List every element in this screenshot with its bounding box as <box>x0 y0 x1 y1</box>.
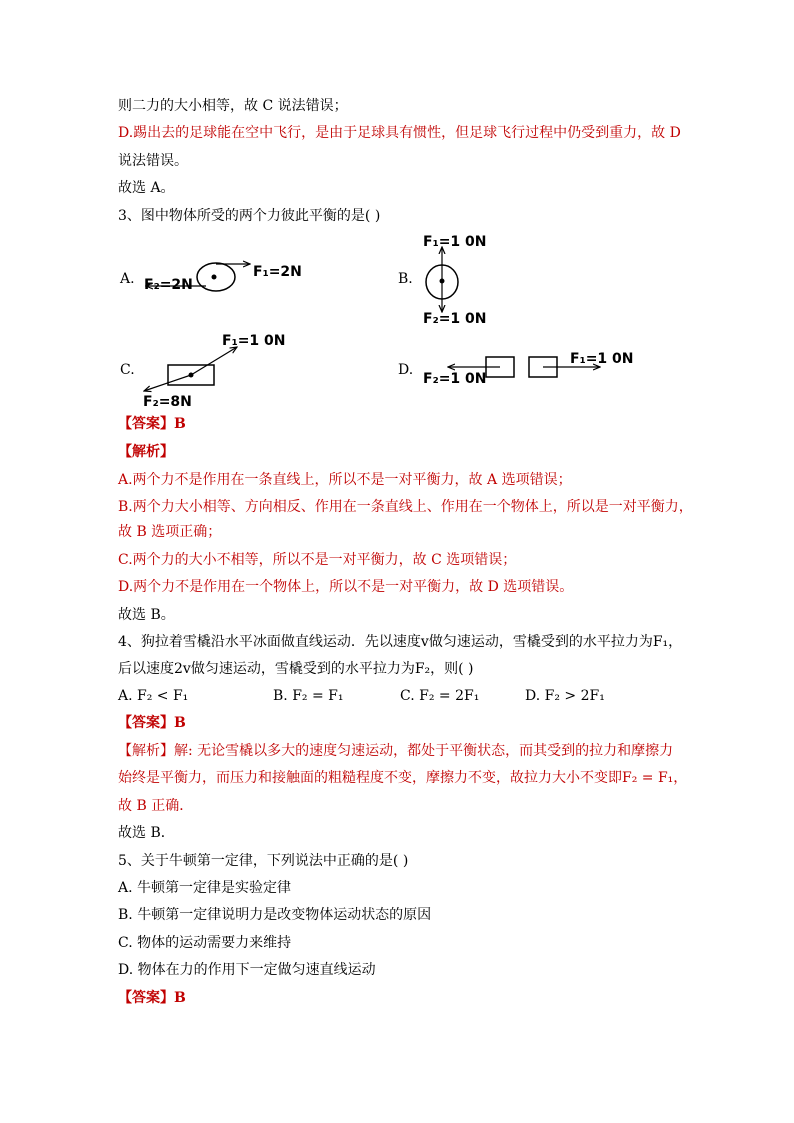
figure-b <box>420 230 530 330</box>
q5-option-b: B. 牛顿第一定律说明力是改变物体运动状态的原因 <box>118 907 432 923</box>
force-label-f2: F₂=1 0N <box>423 311 487 327</box>
selection-line: 故选 B。 <box>118 607 175 623</box>
analysis-line: C.两个力的大小不相等，所以不是一对平衡力，故 C 选项错误； <box>118 552 517 568</box>
force-label-f2: F₂=2N <box>144 277 193 293</box>
text-line: 说法错误。 <box>118 153 188 169</box>
q4-option-b: B. F₂ = F₁ <box>273 688 344 704</box>
center-dot <box>212 275 217 280</box>
figure-a <box>138 255 318 300</box>
force-label-f1: F₁=1 0N <box>423 234 487 250</box>
analysis-line: A.两个力不是作用在一条直线上，所以不是一对平衡力，故 A 选项错误； <box>118 472 572 488</box>
q4-option-d: D. F₂ > 2F₁ <box>525 688 605 704</box>
question-3: 3、图中物体所受的两个力彼此平衡的是( ) <box>118 208 381 224</box>
selection-line: 故选 B． <box>118 825 175 841</box>
force-label-f1: F₁=2N <box>253 264 302 280</box>
analysis-line: 【解析】解: 无论雪橇以多大的速度匀速运动，都处于平衡状态，而其受到的拉力和摩擦力 <box>118 743 674 759</box>
analysis-label: 【解析】 <box>118 444 174 460</box>
analysis-line: 始终是平衡力，而压力和接触面的粗糙程度不变，摩擦力不变，故拉力大小不变即F₂ = F₁， <box>118 770 688 786</box>
analysis-line: B.两个力大小相等、方向相反、作用在一条直线上、作用在一个物体上，所以是一对平衡力， <box>118 499 693 515</box>
force-label-f2: F₂=8N <box>143 394 192 410</box>
text-line: D.踢出去的足球能在空中飞行，是由于足球具有惯性，但足球飞行过程中仍受到重力，故 D <box>118 125 681 141</box>
q5-option-d: D. 物体在力的作用下一定做匀速直线运动 <box>118 962 376 978</box>
q4-option-c: C. F₂ = 2F₁ <box>400 688 480 704</box>
force-label-f2: F₂=1 0N <box>423 371 487 387</box>
question-4-cont: 后以速度2v做匀速运动，雪橇受到的水平拉力为F₂，则( ) <box>118 661 474 677</box>
analysis-line: D.两个力不是作用在一个物体上，所以不是一对平衡力，故 D 选项错误。 <box>118 579 574 595</box>
option-label-c: C. <box>120 362 135 378</box>
text-line: 则二力的大小相等，故 C 说法错误； <box>118 98 348 114</box>
q5-option-a: A. 牛顿第一定律是实验定律 <box>118 880 292 896</box>
figure-d <box>420 345 640 390</box>
analysis-line: 故 B 正确． <box>118 798 194 814</box>
answer-label: 【答案】B <box>118 416 186 432</box>
option-label-b: B. <box>398 271 413 287</box>
question-5: 5、关于牛顿第一定律，下列说法中正确的是( ) <box>118 853 409 869</box>
analysis-line: 故 B 选项正确； <box>118 524 222 540</box>
q5-option-c: C. 物体的运动需要力来维持 <box>118 935 292 951</box>
question-4: 4、狗拉着雪橇沿水平冰面做直线运动．先以速度v做匀速运动，雪橇受到的水平拉力为F₁， <box>118 634 683 650</box>
q4-option-a: A. F₂ < F₁ <box>118 688 189 704</box>
option-label-d: D. <box>398 362 414 378</box>
force-label-f1: F₁=1 0N <box>570 351 634 367</box>
text-line: 故选 A。 <box>118 180 175 196</box>
force-label-f1: F₁=1 0N <box>222 333 286 349</box>
answer-label: 【答案】B <box>118 715 186 731</box>
figure-c <box>140 330 300 410</box>
answer-label: 【答案】B <box>118 990 186 1006</box>
option-label-a: A. <box>120 271 135 287</box>
